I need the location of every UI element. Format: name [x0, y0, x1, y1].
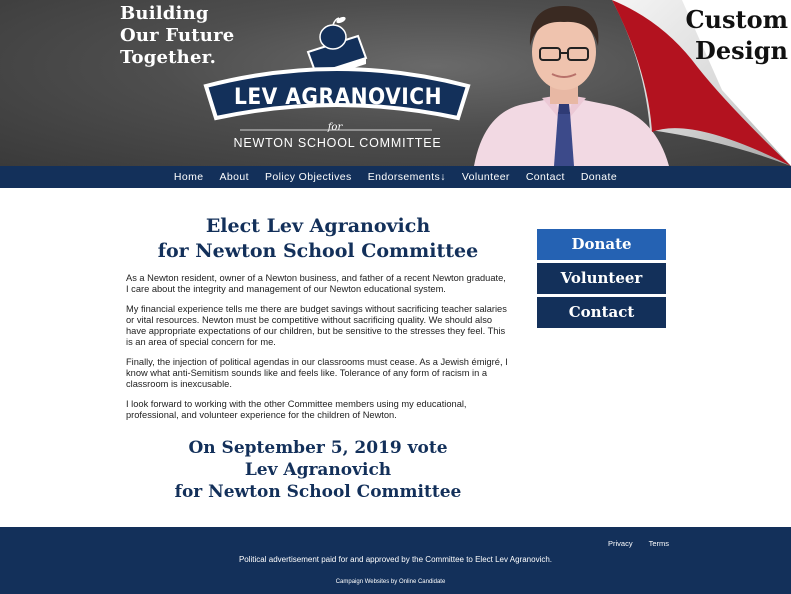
custom-design-line-2: Design	[695, 36, 788, 65]
header-banner	[0, 0, 791, 166]
main-content	[126, 214, 510, 430]
footer-disclaimer: Political advertisement paid for and approved by the Committee to Elect Lev Agranovich.	[238, 555, 553, 564]
nav-volunteer[interactable]: Volunteer	[461, 171, 510, 183]
donate-button[interactable]: Donate	[537, 229, 666, 260]
nav-donate[interactable]: Donate	[580, 171, 618, 183]
nav-policy-objectives[interactable]: Policy Objectives	[264, 171, 352, 183]
vote-line-3: for Newton School Committee	[174, 482, 462, 502]
logo-for: for	[327, 122, 343, 133]
page-title	[126, 214, 510, 264]
nav-endorsements[interactable]: Endorsements↓	[367, 171, 446, 183]
vote-callout	[126, 437, 510, 503]
campaign-logo[interactable]	[200, 12, 475, 164]
title-line-2: for Newton School Committee	[157, 240, 479, 262]
tagline-line-3: Together.	[120, 47, 217, 68]
nav-about[interactable]: About	[219, 171, 249, 183]
paragraph-4: I look forward to working with the other Committee members using my educational, professional, and volunteer experience for the children of Newton.	[126, 399, 467, 420]
volunteer-button[interactable]: Volunteer	[537, 263, 666, 294]
main-nav	[0, 166, 791, 188]
vote-line-1: On September 5, 2019 vote	[188, 438, 448, 458]
custom-design-line-1: Custom	[685, 5, 788, 34]
nav-home[interactable]: Home	[173, 171, 204, 183]
logo-committee: NEWTON SCHOOL COMMITTEE	[233, 136, 442, 150]
tagline-line-2: Our Future	[120, 25, 235, 46]
footer-credit[interactable]: Campaign Websites by Online Candidate	[335, 579, 446, 585]
paragraph-3: Finally, the injection of political agendas in our classrooms must cease. As a Jewish émigré, I know what anti-Semitism sounds like and feels like. Tolerance of any form of racism in a classroom is inexcusable.	[126, 357, 508, 389]
privacy-link[interactable]: Privacy	[607, 539, 633, 548]
apple-icon	[320, 16, 347, 49]
logo-candidate-name: LEV AGRANOVICH	[233, 85, 442, 110]
custom-design-label	[670, 4, 788, 66]
sidebar-actions	[537, 229, 666, 331]
title-line-1: Elect Lev Agranovich	[205, 215, 431, 237]
paragraph-1: As a Newton resident, owner of a Newton business, and father of a recent Newton graduate, I care about the integrity and management of our Newton educational system.	[126, 273, 506, 294]
footer-links	[608, 539, 669, 548]
nav-contact[interactable]: Contact	[525, 171, 565, 183]
footer	[0, 527, 791, 594]
contact-button[interactable]: Contact	[537, 297, 666, 328]
terms-link[interactable]: Terms	[648, 539, 669, 548]
vote-line-2: Lev Agranovich	[244, 460, 392, 480]
paragraph-2: My financial experience tells me there are budget savings without sacrificing teacher salaries or vital resources. Newton must be competitive without sacrificing quality. We should also have appropriate expectations of our children, but be sensitive to the stresses they feel. This is an area of special concern for me.	[126, 304, 507, 347]
tagline-line-1: Building	[120, 3, 209, 24]
intro-text	[126, 273, 510, 421]
